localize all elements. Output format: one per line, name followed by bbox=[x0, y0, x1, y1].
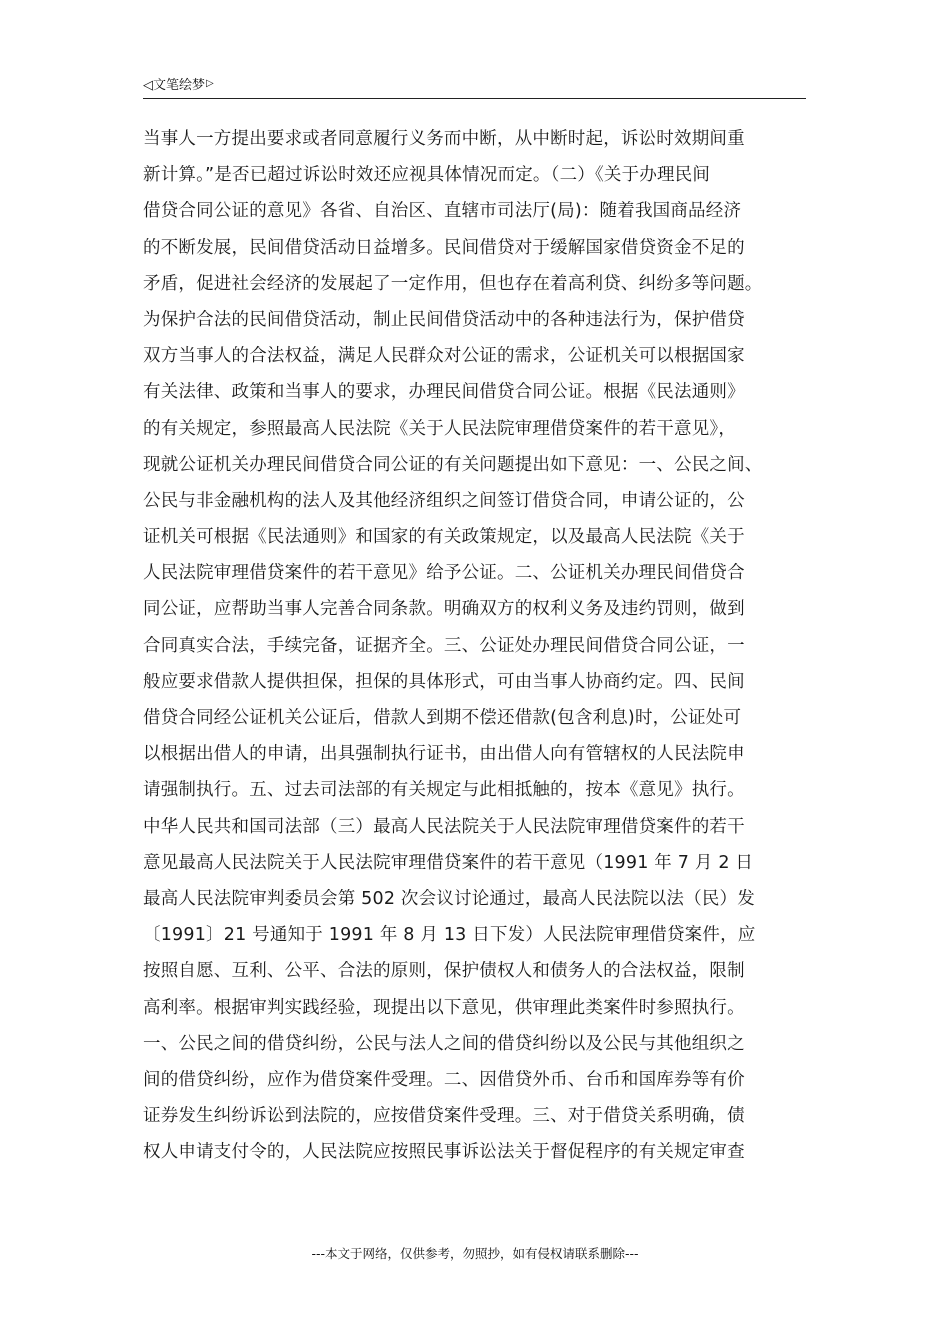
body-line: 中华人民共和国司法部（三）最高人民法院关于人民法院审理借贷案件的若干 bbox=[143, 816, 745, 837]
body-line: 请强制执行。五、过去司法部的有关规定与此相抵触的，按本《意见》执行。 bbox=[143, 780, 745, 801]
body-line: 人民法院审理借贷案件的若干意见》给予公证。二、公证机关办理民间借贷合 bbox=[143, 563, 745, 584]
body-line: 间的借贷纠纷，应作为借贷案件受理。二、因借贷外币、台币和国库券等有价 bbox=[143, 1069, 745, 1090]
body-line: 合同真实合法，手续完备，证据齐全。三、公证处办理民间借贷合同公证，一 bbox=[143, 635, 745, 656]
body-line: 意见最高人民法院关于人民法院审理借贷案件的若干意见（1991 年 7 月 2 日 bbox=[143, 852, 754, 873]
body-line: 高利率。根据审判实践经验，现提出以下意见，供审理此类案件时参照执行。 bbox=[143, 997, 745, 1018]
body-line: 有关法律、政策和当事人的要求，办理民间借贷合同公证。根据《民法通则》 bbox=[143, 382, 745, 403]
body-line: 最高人民法院审判委员会第 502 次会议讨论通过，最高人民法院以法（民）发 bbox=[143, 888, 755, 909]
page-footer: ---本文于网络，仅供参考，勿照抄，如有侵权请联系删除--- bbox=[311, 1246, 639, 1261]
body-line: 为保护合法的民间借贷活动，制止民间借贷活动中的各种违法行为，保护借贷 bbox=[143, 309, 745, 330]
body-line: 般应要求借款人提供担保，担保的具体形式，可由当事人协商约定。四、民间 bbox=[143, 671, 745, 692]
body-line: 按照自愿、互利、公平、合法的原则，保护债权人和债务人的合法权益，限制 bbox=[143, 961, 745, 982]
header-title: 文笔绘梦 bbox=[153, 78, 206, 93]
document-body bbox=[143, 121, 806, 1170]
body-line: 证券发生纠纷诉讼到法院的，应按借贷案件受理。三、对于借贷关系明确，债 bbox=[143, 1106, 745, 1127]
page-header bbox=[143, 72, 806, 99]
body-line: 的有关规定，参照最高人民法院《关于人民法院审理借贷案件的若干意见》， bbox=[143, 418, 737, 439]
body-line: 现就公证机关办理民间借贷合同公证的有关问题提出如下意见：一、公民之间、 bbox=[143, 454, 763, 475]
body-line: 的不断发展，民间借贷活动日益增多。民间借贷对于缓解国家借贷资金不足的 bbox=[143, 237, 745, 258]
body-line: 公民与非金融机构的法人及其他经济组织之间签订借贷合同，申请公证的，公 bbox=[143, 490, 745, 511]
body-line: 新计算。”是否已超过诉讼时效还应视具体情况而定。（二）《关于办理民间 bbox=[143, 165, 711, 186]
body-line: 借贷合同公证的意见》各省、自治区、直辖市司法厅(局)：随着我国商品经济 bbox=[143, 201, 742, 222]
body-line: 以根据出借人的申请，出具强制执行证书，由出借人向有管辖权的人民法院申 bbox=[143, 744, 745, 765]
body-line: 一、公民之间的借贷纠纷，公民与法人之间的借贷纠纷以及公民与其他组织之 bbox=[143, 1033, 745, 1054]
body-line: 〔1991〕21 号通知于 1991 年 8 月 13 日下发）人民法院审理借贷案件，应 bbox=[143, 925, 756, 946]
body-line: 矛盾，促进社会经济的发展起了一定作用，但也存在着高利贷、纠纷多等问题。 bbox=[143, 273, 763, 294]
body-line: 权人申请支付令的，人民法院应按照民事诉讼法关于督促程序的有关规定审查 bbox=[143, 1142, 745, 1163]
body-line: 同公证，应帮助当事人完善合同条款。明确双方的权利义务及违约罚则，做到 bbox=[143, 599, 745, 620]
body-line: 双方当事人的合法权益，满足人民群众对公证的需求，公证机关可以根据国家 bbox=[143, 346, 745, 367]
body-line: 证机关可根据《民法通则》和国家的有关政策规定，以及最高人民法院《关于 bbox=[143, 527, 745, 548]
body-line: 当事人一方提出要求或者同意履行义务而中断，从中断时起，诉讼时效期间重 bbox=[143, 129, 745, 149]
left-triangle-icon: ◁ bbox=[143, 78, 153, 93]
body-line: 借贷合同经公证机关公证后，借款人到期不偿还借款(包含利息)时，公证处可 bbox=[143, 708, 742, 728]
right-triangle-icon: ▷ bbox=[206, 78, 214, 89]
